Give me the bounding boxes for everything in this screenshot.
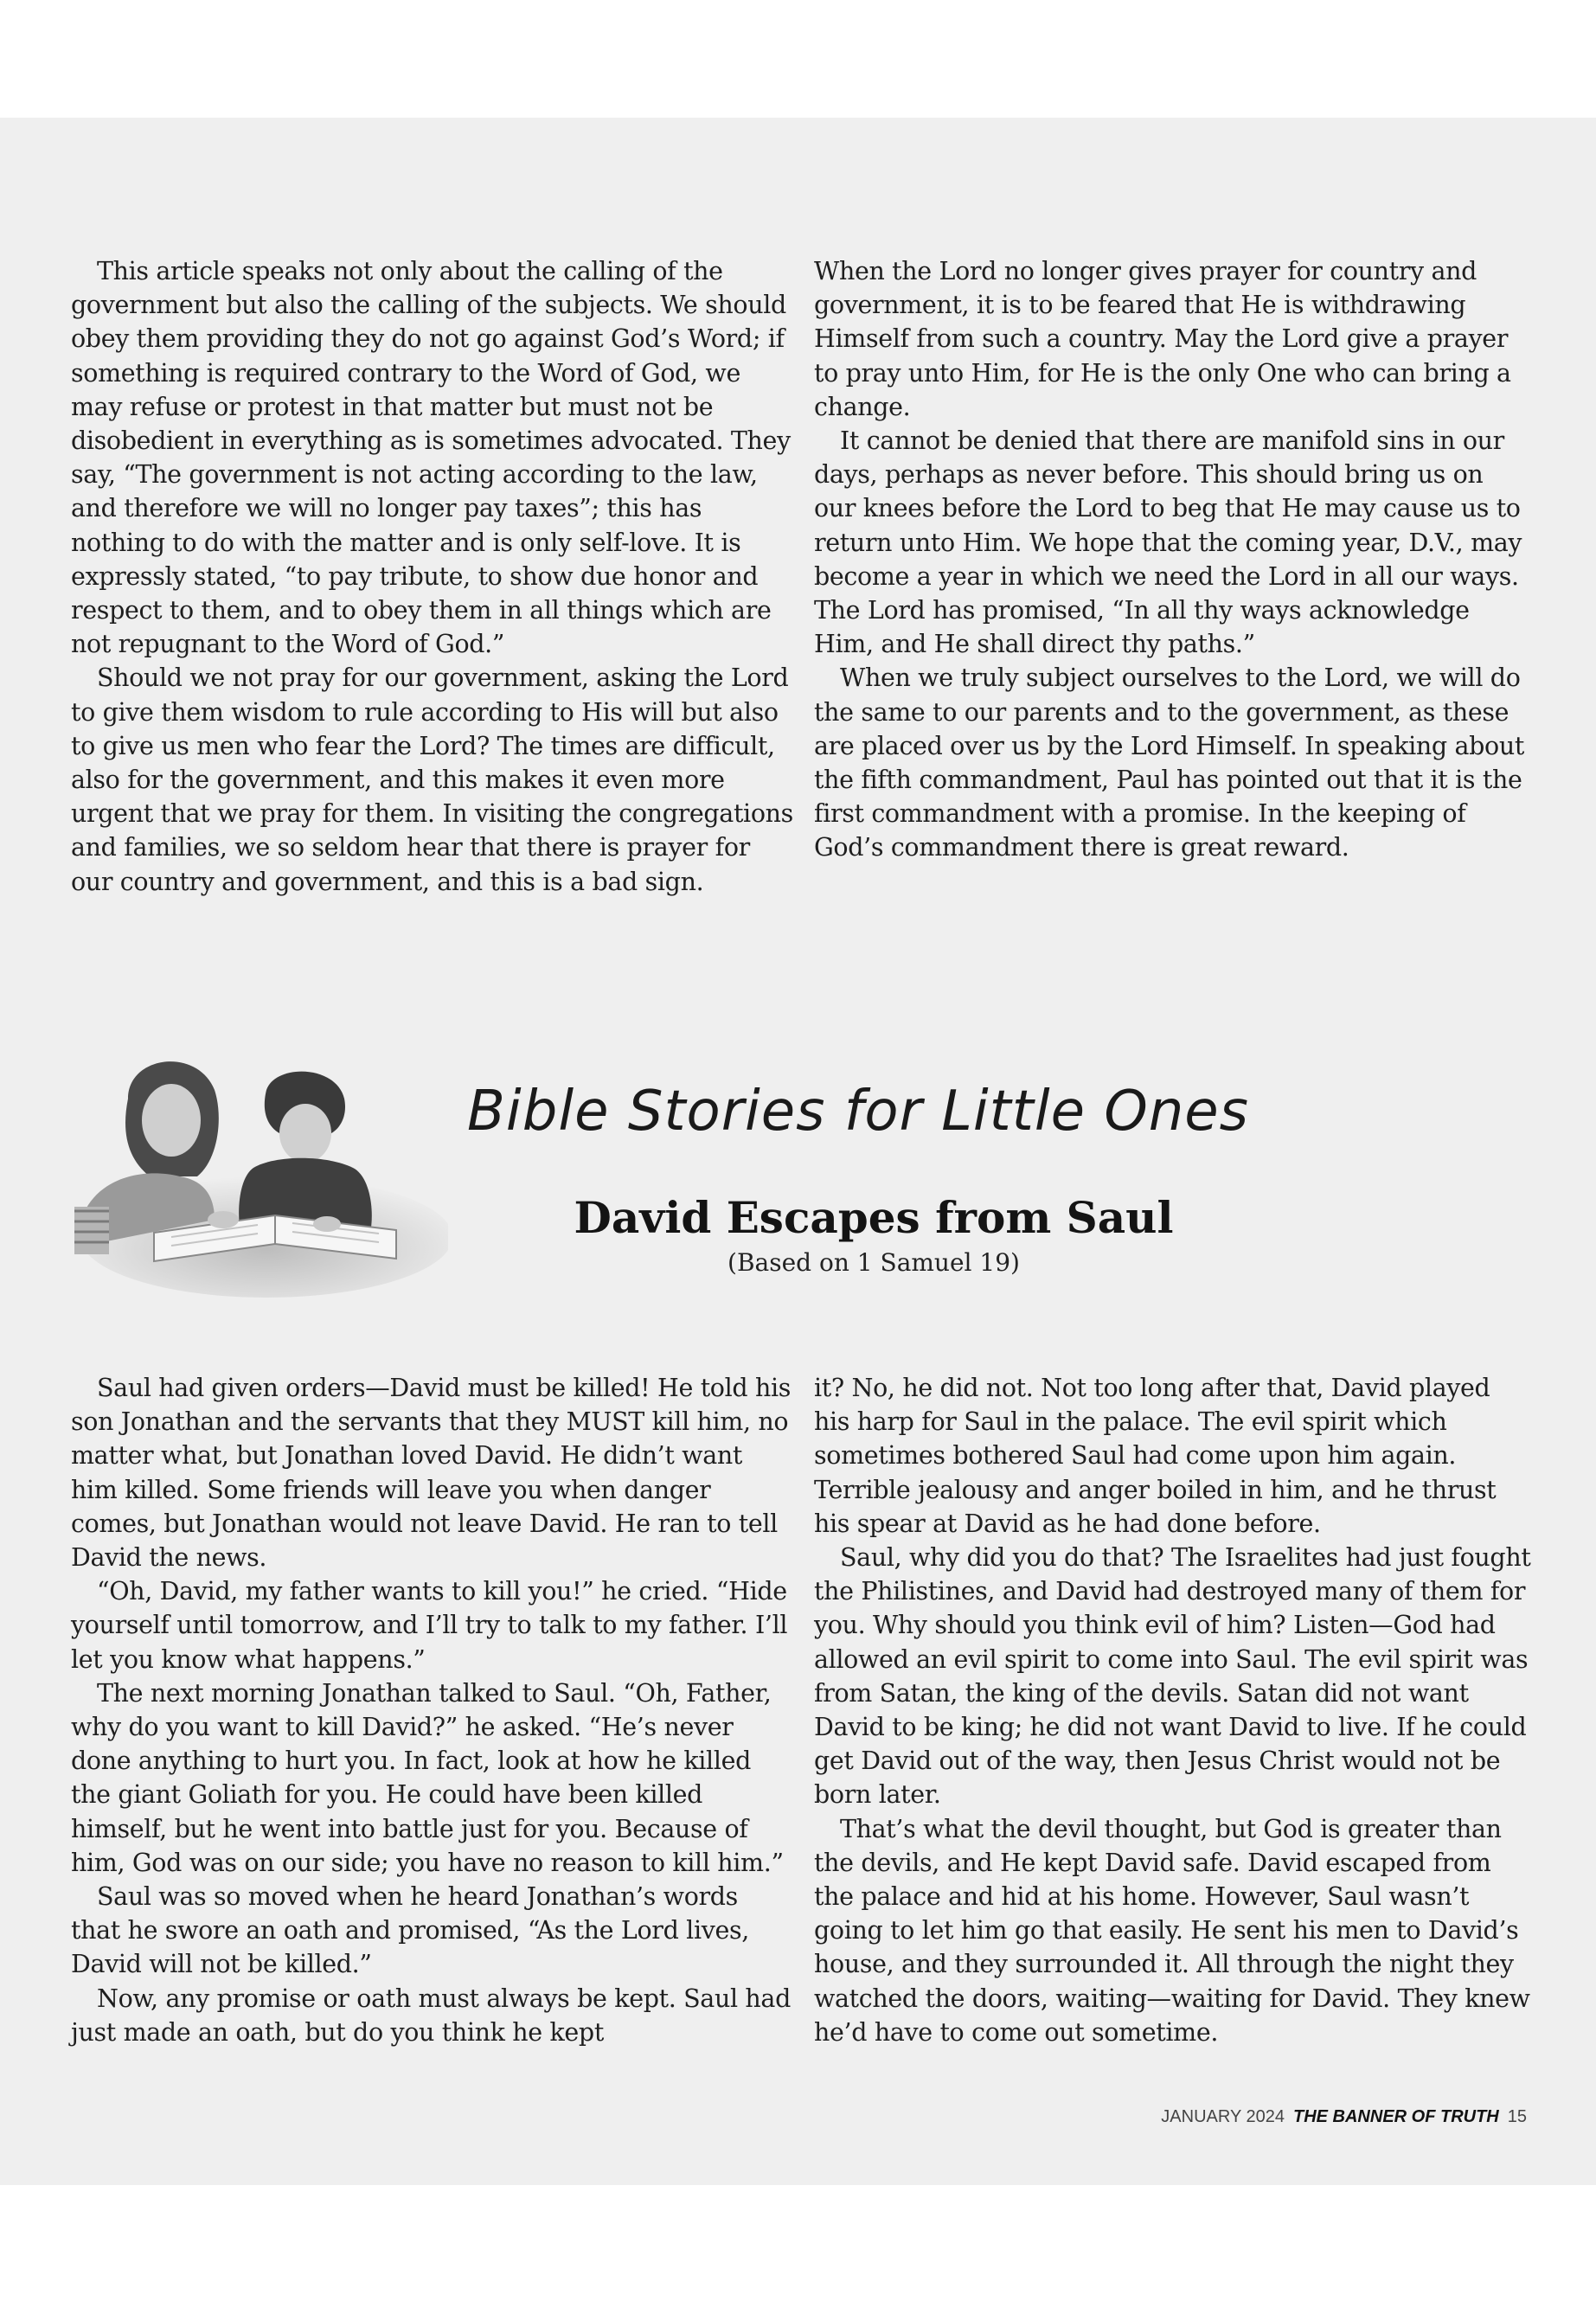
children-reading-illustration <box>67 1038 448 1298</box>
paragraph: Should we not pray for our government, asking the Lord to give them wisdom to rule according to His will but also to give us men who fear the Lord? The times are difficult, also for the government, and this makes it even more urgent that we pray for them. In visiting the congregations and families, we so seldom hear that there is prayer for our country and government, and this is a bad sign. <box>71 663 793 896</box>
paragraph: Saul was so moved when he heard Jonathan’s words that he swore an oath and promised, “As the Lord lives, David will not be killed.” <box>71 1882 749 1979</box>
paragraph: It cannot be denied that there are manifold sins in our days, perhaps as never before. This should bring us on our knees before the Lord to beg that He may cause us to return unto Him. We hope that the coming year, D.V., may become a year in which we need the Lord in all our ways. The Lord has promised, “In all thy ways acknowledge Him, and He shall direct thy paths.” <box>814 426 1522 659</box>
paragraph: When we truly subject ourselves to the Lord, we will do the same to our parents and to the government, as these are placed over us by the Lord Himself. In speaking about the fifth commandment, Paul has pointed out that it is the first commandment with a promise. In the keeping of God’s commandment there is great reward. <box>814 663 1524 862</box>
footer-publication: THE BANNER OF TRUTH <box>1292 2107 1499 2126</box>
article-column-left <box>71 254 793 899</box>
article-column-right <box>814 254 1532 865</box>
paragraph: That’s what the devil thought, but God is greater than the devils, and He kept David safe. David escaped from the palace and hid at his home. However, Saul wasn’t going to let him go that easily. He sent his men to David’s house, and they surrounded it. All through the night they watched the doors, waiting—waiting for David. They knew he’d have to come out sometime. <box>814 1814 1530 2047</box>
story-title: David Escapes from Saul <box>574 1192 1174 1243</box>
paragraph: “Oh, David, my father wants to kill you!” he cried. “Hide yourself until tomorrow, and I’ll try to talk to my father. I’ll let you know what happens.” <box>71 1577 788 1674</box>
paragraph: Saul had given orders—David must be killed! He told his son Jonathan and the servants that they MUST kill him, no matter what, but Jonathan loved David. He didn’t want him killed. Some friends will leave you when danger comes, but Jonathan would not leave David. He ran to tell David the news. <box>71 1374 792 1573</box>
paragraph: Now, any promise or oath must always be kept. Saul had just made an oath, but do you think he kept <box>71 1984 791 2047</box>
footer-date: JANUARY 2024 <box>1161 2107 1285 2126</box>
paragraph: Saul, why did you do that? The Israelites had just fought the Philistines, and David had destroyed many of them for you. Why should you think evil of him? Listen—God had allowed an evil spirit to come into Saul. The evil spirit was from Satan, the king of the devils. Satan did not want David to be king; he did not want David to live. If he could get David out of the way, then Jesus Christ would not be born later. <box>814 1543 1531 1810</box>
story-subtitle: (Based on 1 Samuel 19) <box>727 1248 1020 1277</box>
paragraph: it? No, he did not. Not too long after that, David played his harp for Saul in the palace. The evil spirit which sometimes bothered Saul had come upon him again. Terrible jealousy and anger boiled in him, and he thrust his spear at David as he had done before. <box>814 1374 1497 1538</box>
series-title: Bible Stories for Little Ones <box>467 1080 1249 1144</box>
paragraph: When the Lord no longer gives prayer for country and government, it is to be feared that He is withdrawing Himself from such a country. May the Lord give a prayer to pray unto Him, for He is the only One who can bring a change. <box>814 257 1511 421</box>
story-column-left <box>71 1371 793 2049</box>
page-footer <box>1161 2107 1527 2127</box>
story-column-right <box>814 1371 1532 2049</box>
page-number: 15 <box>1507 2107 1527 2126</box>
paragraph: This article speaks not only about the calling of the government but also the calling of the subjects. We should obey them providing they do not go against God’s Word; if something is required contrary to the Word of God, we may refuse or protest in that matter but must not be disobedient in everything as is sometimes advocated. They say, “The government is not acting according to the law, and therefore we will no longer pay taxes”; this has nothing to do with the matter and is only self-love. It is expressly stated, “to pay tribute, to show due honor and respect to them, and to obey them in all things which are not repugnant to the Word of God.” <box>71 257 791 659</box>
paragraph: The next morning Jonathan talked to Saul. “Oh, Father, why do you want to kill David?” he asked. “He’s never done anything to hurt you. In fact, look at how he killed the giant Goliath for you. He could have been killed himself, but he went into battle just for you. Because of him, God was on our side; you have no reason to kill him.” <box>71 1678 784 1877</box>
